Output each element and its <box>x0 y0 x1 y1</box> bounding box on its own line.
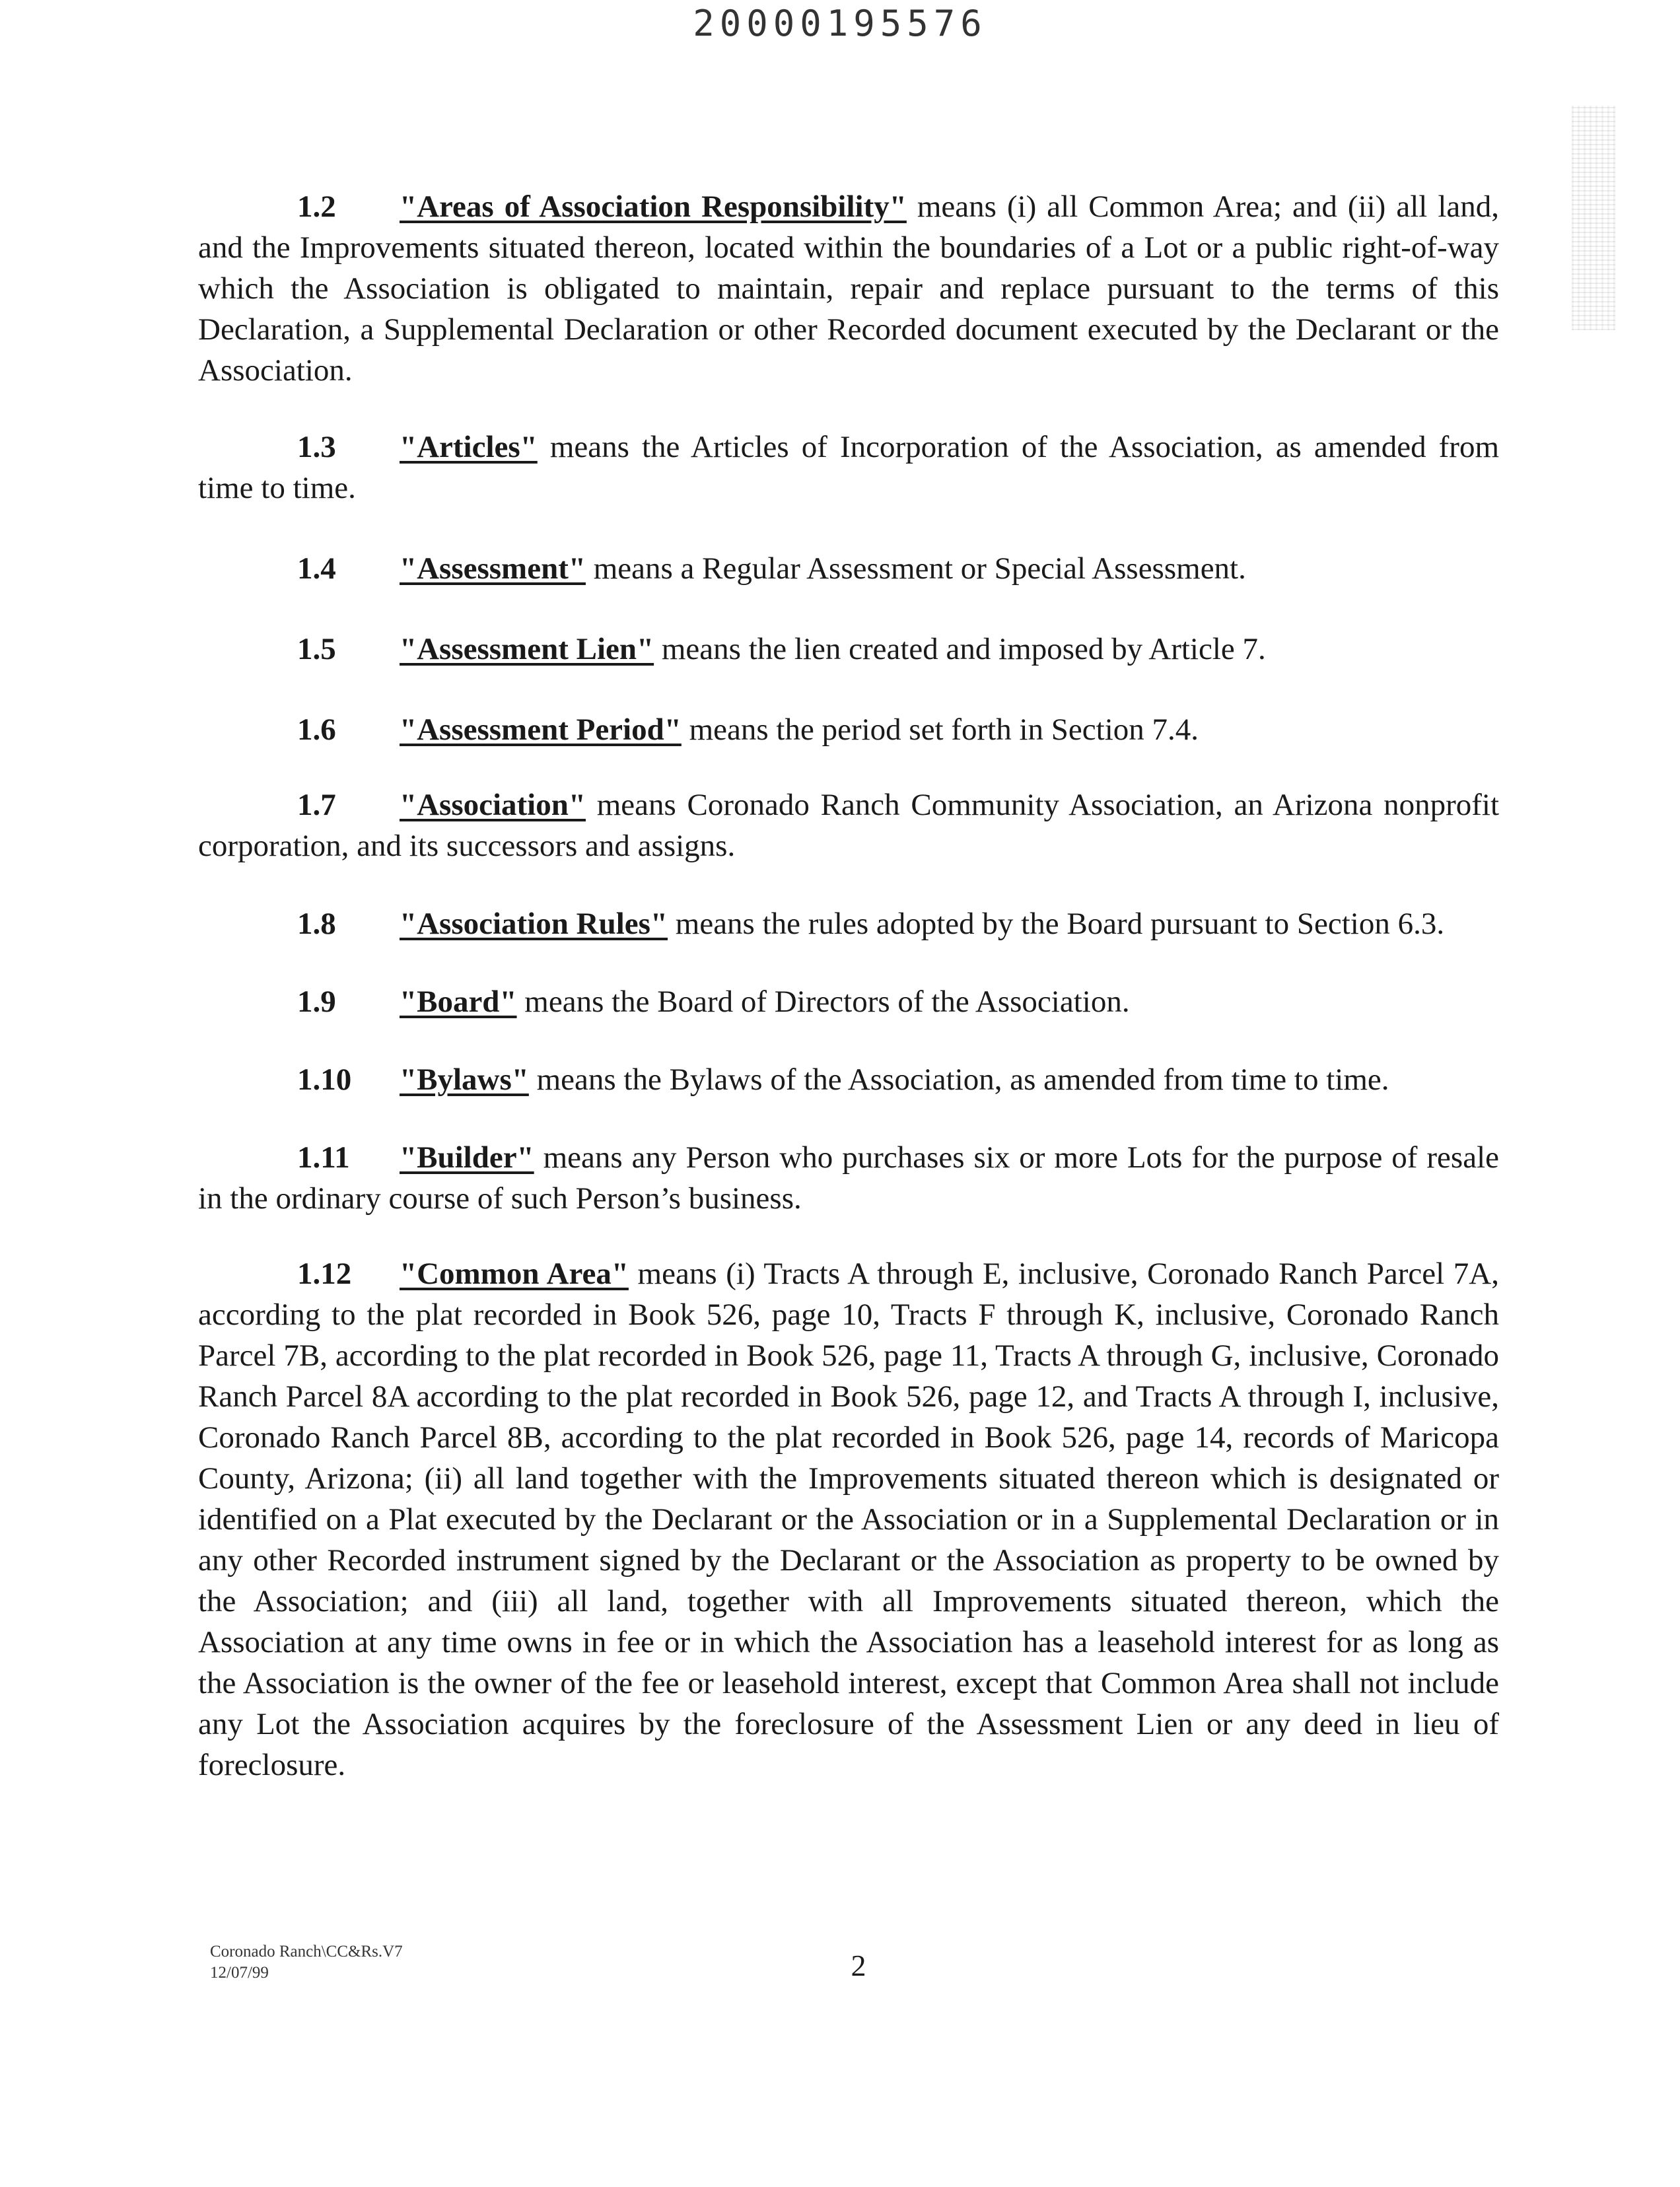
definition-1-4 <box>198 548 1499 589</box>
definition-term: "Assessment Lien" <box>400 632 654 666</box>
definition-number: 1.5 <box>297 632 336 666</box>
definition-1-8 <box>198 903 1499 944</box>
definition-text: means the Bylaws of the Association, as amended from time to time. <box>528 1062 1389 1097</box>
definition-1-3 <box>198 427 1499 508</box>
definition-number: 1.3 <box>297 430 336 464</box>
definition-1-11 <box>198 1137 1499 1219</box>
footer-date: 12/07/99 <box>210 1964 269 1982</box>
definition-text: means the Board of Directors of the Association. <box>516 985 1130 1019</box>
definition-number: 1.2 <box>297 190 336 224</box>
definition-term: "Areas of Association Responsibility" <box>400 190 907 224</box>
definition-number: 1.4 <box>297 551 336 586</box>
definition-term: "Board" <box>400 985 517 1019</box>
definition-number: 1.11 <box>297 1140 350 1175</box>
definition-term: "Assessment" <box>400 551 586 586</box>
definition-number: 1.12 <box>297 1257 352 1291</box>
definition-text: means (i) Tracts A through E, inclusive, Coronado Ranch Parcel 7A, according to the plat recorded in Book 526, page 10, Tracts F through K, inclusive, Coronado Ranch Parcel 7B, according to the plat recorded in Book 526, page 11, Tracts A through G, inclusive, Coronado Ranch Parcel 8A according to the plat recorded in Book 526, page 12, and Tracts A through I, inclusive, Coronado Ranch Parcel 8B, according to the plat recorded in Book 526, page 14, records of Maricopa County, Arizona; (ii) all land together with the Improvements situated thereon which is designated or identified on a Plat executed by the Declarant or the Association or in a Supplemental Declaration or in any other Recorded instrument signed by the Declarant or the Association as property to be owned by the Association; and (iii) all land, together with all Improvements situated thereon, which the Association at any time owns in fee or in which the Association has a leasehold interest for as long as the Association is the owner of the fee or leasehold interest, except that Common Area shall not include any Lot the Association acquires by the foreclosure of the Assessment Lien or any deed in lieu of foreclosure. <box>198 1257 1500 1782</box>
definition-term: "Association" <box>400 788 586 822</box>
definition-1-6 <box>198 709 1499 750</box>
definition-1-10 <box>198 1059 1499 1100</box>
document-number: 20000195576 <box>693 3 987 44</box>
document-body <box>198 186 1499 1786</box>
footer-file-info <box>210 1941 403 1984</box>
definition-term: "Association Rules" <box>400 907 668 941</box>
definition-text: means the Articles of Incorporation of the Association, as amended from time to time. <box>198 430 1499 505</box>
definition-number: 1.9 <box>297 985 336 1019</box>
footer-file-path: Coronado Ranch\CC&Rs.V7 <box>210 1943 403 1961</box>
page-number: 2 <box>851 1949 866 1982</box>
definition-term: "Bylaws" <box>400 1062 529 1097</box>
definition-term: "Builder" <box>400 1140 534 1175</box>
definition-number: 1.6 <box>297 712 336 747</box>
definition-text: means (i) all Common Area; and (ii) all land, and the Improvements situated thereon, located within the boundaries of a Lot or a public right-of-way which the Association is obligated to maintain, repair and replace pursuant to the terms of this Declaration, a Supplemental Declaration or other Recorded document executed by the Declarant or the Association. <box>198 190 1499 388</box>
definition-1-12 <box>198 1253 1499 1786</box>
definition-term: "Articles" <box>400 430 538 464</box>
definition-1-2 <box>198 186 1499 391</box>
definition-number: 1.8 <box>297 907 336 941</box>
definition-number: 1.10 <box>297 1062 352 1097</box>
definition-text: means a Regular Assessment or Special Assessment. <box>585 551 1246 586</box>
definition-text: means any Person who purchases six or more Lots for the purpose of resale in the ordinary course of such Person’s business. <box>198 1140 1499 1216</box>
definition-1-7 <box>198 784 1499 866</box>
definition-text: means the lien created and imposed by Article 7. <box>654 632 1266 666</box>
definition-1-9 <box>198 981 1499 1022</box>
definition-term: "Assessment Period" <box>400 712 682 747</box>
definition-text: means the period set forth in Section 7.4. <box>681 712 1199 747</box>
definition-text: means the rules adopted by the Board pursuant to Section 6.3. <box>668 907 1445 941</box>
definition-term: "Common Area" <box>400 1257 629 1291</box>
scan-artifact <box>1572 106 1615 330</box>
definition-number: 1.7 <box>297 788 336 822</box>
definition-1-5 <box>198 629 1499 670</box>
definition-text: means Coronado Ranch Community Association, an Arizona nonprofit corporation, and its successors and assigns. <box>198 788 1499 863</box>
